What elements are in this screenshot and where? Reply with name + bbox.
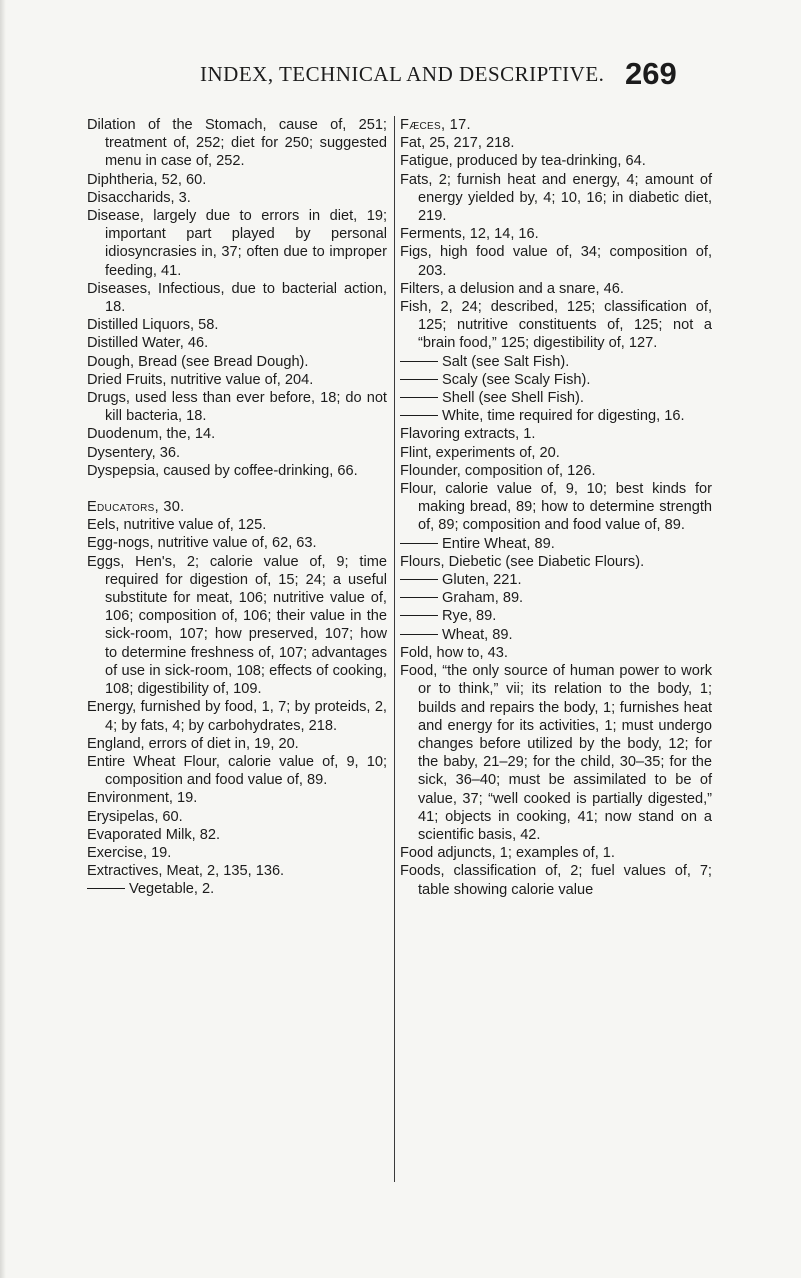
- index-subentry: Gluten, 221.: [400, 571, 712, 589]
- index-subentry: Wheat, 89.: [400, 626, 712, 644]
- index-entry: Drugs, used less than ever before, 18; do not kill bacteria, 18.: [87, 390, 387, 425]
- index-subentry: Shell (see Shell Fish).: [400, 389, 712, 407]
- index-entry: Dysentery, 36.: [87, 444, 181, 461]
- index-entry: Dilation of the Stomach, cause of, 251; treatment of, 252; diet for 250; suggested menu in case of, 252.: [87, 117, 387, 170]
- index-entry: Disaccharids, 3.: [87, 189, 191, 206]
- index-entry: Flounder, composition of, 126.: [400, 462, 596, 479]
- index-entry: Disease, largely due to errors in diet, 19; important part played by personal idiosyncrasies in, 37; often due to improper feeding, 41.: [87, 208, 387, 279]
- index-entry: Diphtheria, 52, 60.: [87, 171, 207, 188]
- index-entry: Foods, classification of, 2; fuel values of, 7; table showing calorie value: [400, 863, 712, 898]
- index-entry: Fats, 2; furnish heat and energy, 4; amount of energy yielded by, 4; 10, 16; in diabetic diet, 219.: [400, 171, 712, 225]
- index-entry: Egg-nogs, nutritive value of, 62, 63.: [87, 535, 317, 552]
- index-entry: Erysipelas, 60.: [87, 808, 183, 825]
- section-gap: [87, 480, 387, 498]
- index-entry: Flours, Diebetic (see Diabetic Flours).: [400, 553, 645, 570]
- running-title: INDEX, TECHNICAL AND DESCRIPTIVE.: [200, 62, 605, 86]
- page-edge: [0, 0, 6, 1278]
- index-entry: Distilled Water, 46.: [87, 335, 209, 352]
- index-entry: Exercise, 19.: [87, 844, 172, 861]
- index-entry: Food adjuncts, 1; examples of, 1.: [400, 845, 615, 862]
- index-entry: Fish, 2, 24; described, 125; classification of, 125; nutritive constituents of, 125; not a “brain food,” 125; digestibility of, 127.: [400, 299, 712, 352]
- index-entry: Dyspepsia, caused by coffee-drinking, 66.: [87, 462, 358, 479]
- page-number: 269: [625, 56, 677, 91]
- index-entry: Fæces, 17.: [400, 117, 471, 133]
- index-entry: England, errors of diet in, 19, 20.: [87, 735, 299, 752]
- index-column-right: [400, 116, 712, 899]
- index-entry: Fold, how to, 43.: [400, 644, 508, 661]
- index-subentry: Rye, 89.: [400, 607, 712, 625]
- index-entry: Environment, 19.: [87, 790, 198, 807]
- index-entry: Evaporated Milk, 82.: [87, 826, 221, 843]
- index-subentry: Graham, 89.: [400, 589, 712, 607]
- index-entry: Dried Fruits, nutritive value of, 204.: [87, 371, 314, 388]
- index-entry: Filters, a delusion and a snare, 46.: [400, 280, 624, 297]
- index-entry: Flint, experiments of, 20.: [400, 444, 560, 461]
- index-entry: Dough, Bread (see Bread Dough).: [87, 353, 309, 370]
- index-entry: Eels, nutritive value of, 125.: [87, 517, 267, 534]
- index-entry: Ferments, 12, 14, 16.: [400, 226, 539, 243]
- index-entry: Educators, 30.: [87, 499, 185, 516]
- index-subentry: Scaly (see Scaly Fish).: [400, 371, 712, 389]
- index-subentry: Vegetable, 2.: [87, 880, 387, 898]
- index-entry: Diseases, Infectious, due to bacterial action, 18.: [87, 280, 387, 316]
- index-entry: Extractives, Meat, 2, 135, 136.: [87, 863, 285, 880]
- index-column-left: [87, 116, 387, 899]
- index-entry: Flour, calorie value of, 9, 10; best kinds for making bread, 89; how to determine strength of, 89; composition and food value of, 89.: [400, 481, 712, 534]
- index-entry: Duodenum, the, 14.: [87, 426, 216, 443]
- index-subentry: White, time required for digesting, 16.: [400, 407, 712, 425]
- index-subentry: Entire Wheat, 89.: [400, 535, 712, 553]
- index-entry: Distilled Liquors, 58.: [87, 317, 219, 334]
- page-header: [0, 56, 801, 100]
- index-entry: Flavoring extracts, 1.: [400, 426, 536, 443]
- index-entry: Fat, 25, 217, 218.: [400, 135, 515, 152]
- index-entry: Fatigue, produced by tea-drinking, 64.: [400, 153, 646, 170]
- index-entry: Energy, furnished by food, 1, 7; by proteids, 2, 4; by fats, 4; by carbohydrates, 218.: [87, 699, 387, 734]
- column-divider: [394, 116, 395, 1182]
- index-subentry: Salt (see Salt Fish).: [400, 353, 712, 371]
- index-entry: Eggs, Hen's, 2; calorie value of, 9; time required for digestion of, 15; 24; a useful substitute for meat, 106; nutritive value of, 106; composition of, 106; their value in the sick-room, 107; how preserved, 107; how to determine freshness of, 107; advantages of use in sick-room, 108; effects of cooking, 108; digestibility of, 109.: [87, 553, 387, 698]
- index-entry: Entire Wheat Flour, calorie value of, 9, 10; composition and food value of, 89.: [87, 753, 387, 789]
- index-entry: Food, “the only source of human power to work or to think,” vii; its relation to the body, 1; builds and repairs the body, 1; furnishes heat and energy for its activities, 1; must undergo changes before utilized by the body, 12; for the baby, 21–29; for the child, 30–35; for the sick, 36–40; must be assimilated to be of value, 37; “well cooked is partially digested,” 41; objects in cooking, 41; now stand on a scientific basis, 42.: [400, 663, 712, 843]
- index-entry: Figs, high food value of, 34; composition of, 203.: [400, 244, 712, 279]
